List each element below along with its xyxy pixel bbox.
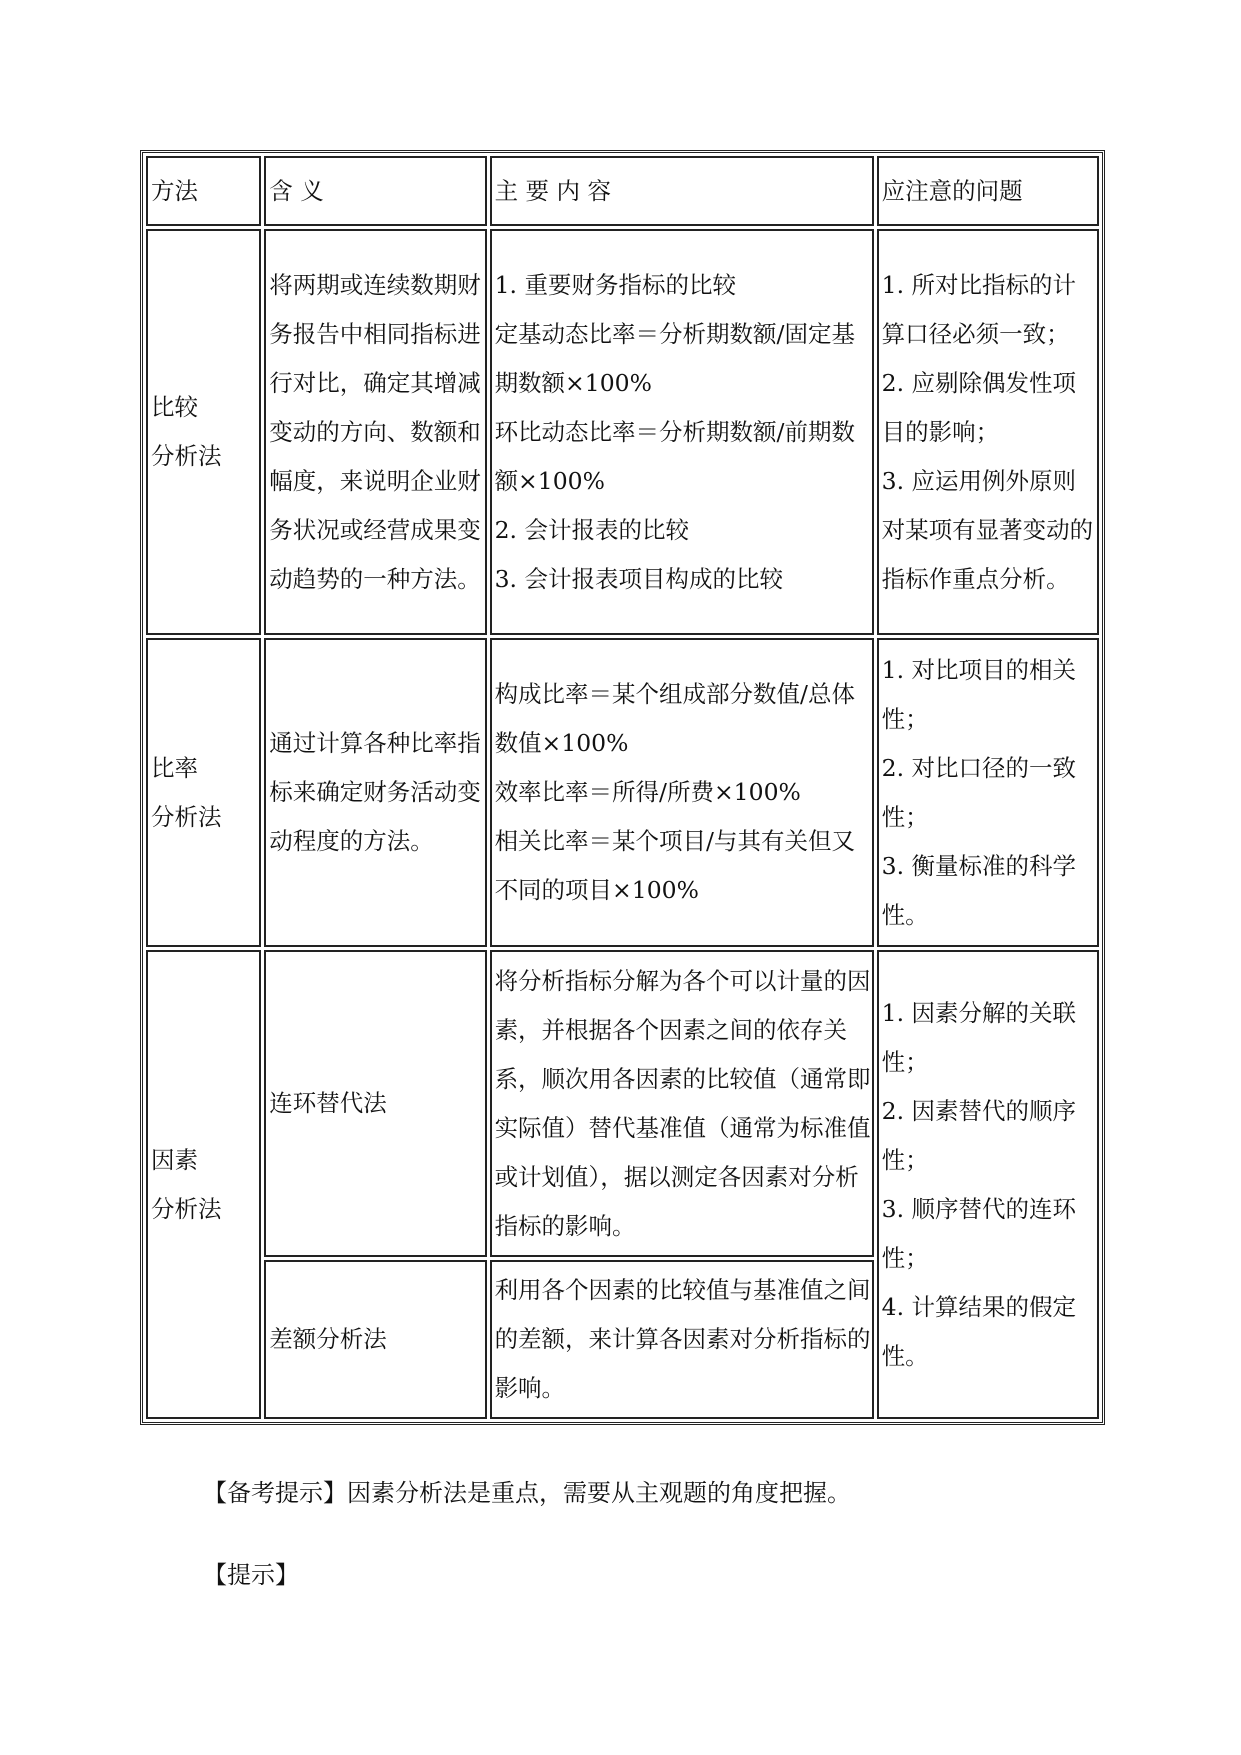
header-content: 主 要 内 容 — [490, 156, 874, 226]
table-row — [146, 638, 1099, 947]
methods-table — [140, 150, 1105, 1425]
content-cell: 利用各个因素的比较值与基准值之间的差额，来计算各因素对分析指标的影响。 — [490, 1260, 874, 1419]
note-line: 2. 因素替代的顺序性； — [881, 1096, 1077, 1174]
note-line: 2. 对比口径的一致性； — [881, 753, 1077, 831]
note-line: 4. 计算结果的假定性。 — [881, 1292, 1077, 1370]
method-name-line: 分析法 — [151, 442, 222, 470]
meaning-cell: 将两期或连续数期财务报告中相同指标进行对比，确定其增减变动的方向、数额和幅度，来说明企业财务状况或经营成果变动趋势的一种方法。 — [264, 229, 486, 635]
notes-cell — [877, 638, 1099, 947]
notes-cell — [877, 950, 1099, 1419]
meaning-cell: 差额分析法 — [264, 1260, 486, 1419]
content-line: 效率比率＝所得/所费×100% — [494, 778, 801, 806]
table-row — [146, 950, 1099, 1257]
method-name-line: 分析法 — [151, 802, 222, 831]
table-header-row — [146, 156, 1099, 226]
content-cell: 将分析指标分解为各个可以计量的因素，并根据各个因素之间的依存关系，顺次用各因素的比较值（通常即实际值）替代基准值（通常为标准值或计划值），据以测定各因素对分析指标的影响。 — [490, 950, 874, 1257]
header-method: 方法 — [146, 156, 261, 226]
note-line: 2. 应剔除偶发性项目的影响； — [881, 368, 1077, 446]
header-meaning: 含 义 — [264, 156, 486, 226]
table-row — [146, 229, 1099, 635]
meaning-cell: 连环替代法 — [264, 950, 486, 1257]
method-cell — [146, 229, 261, 635]
content-line: 1. 重要财务指标的比较 — [494, 270, 736, 299]
method-name-line: 因素 — [151, 1145, 198, 1174]
content-line: 构成比率＝某个组成部分数值/总体数值×100% — [494, 680, 855, 757]
method-cell — [146, 950, 261, 1419]
note-line: 3. 衡量标准的科学性。 — [881, 851, 1077, 929]
content-line: 定基动态比率＝分析期数额/固定基期数额×100% — [494, 319, 855, 397]
note-line: 3. 顺序替代的连环性； — [881, 1194, 1077, 1272]
tip-heading: 【提示】 — [203, 1561, 299, 1589]
notes-cell — [877, 229, 1099, 635]
note-line: 1. 所对比指标的计算口径必须一致； — [881, 270, 1077, 348]
method-name-line: 比较 — [151, 393, 198, 421]
note-line: 1. 因素分解的关联性； — [881, 998, 1077, 1076]
exam-tip: 【备考提示】因素分析法是重点，需要从主观题的角度把握。 — [203, 1479, 851, 1507]
note-line: 1. 对比项目的相关性； — [881, 655, 1077, 733]
content-line: 相关比率＝某个项目/与其有关但又不同的项目×100% — [494, 827, 855, 904]
method-cell — [146, 638, 261, 947]
content-line: 环比动态比率＝分析期数额/前期数额×100% — [494, 417, 855, 495]
content-cell — [490, 229, 874, 635]
method-name-line: 比率 — [151, 753, 198, 782]
content-cell — [490, 638, 874, 947]
meaning-cell: 通过计算各种比率指标来确定财务活动变动程度的方法。 — [264, 638, 486, 947]
content-line: 2. 会计报表的比较 — [494, 515, 689, 544]
header-notes: 应注意的问题 — [877, 156, 1099, 226]
content-line: 3. 会计报表项目构成的比较 — [494, 564, 783, 593]
method-name-line: 分析法 — [151, 1194, 222, 1223]
note-line: 3. 应运用例外原则对某项有显著变动的指标作重点分析。 — [881, 466, 1094, 593]
